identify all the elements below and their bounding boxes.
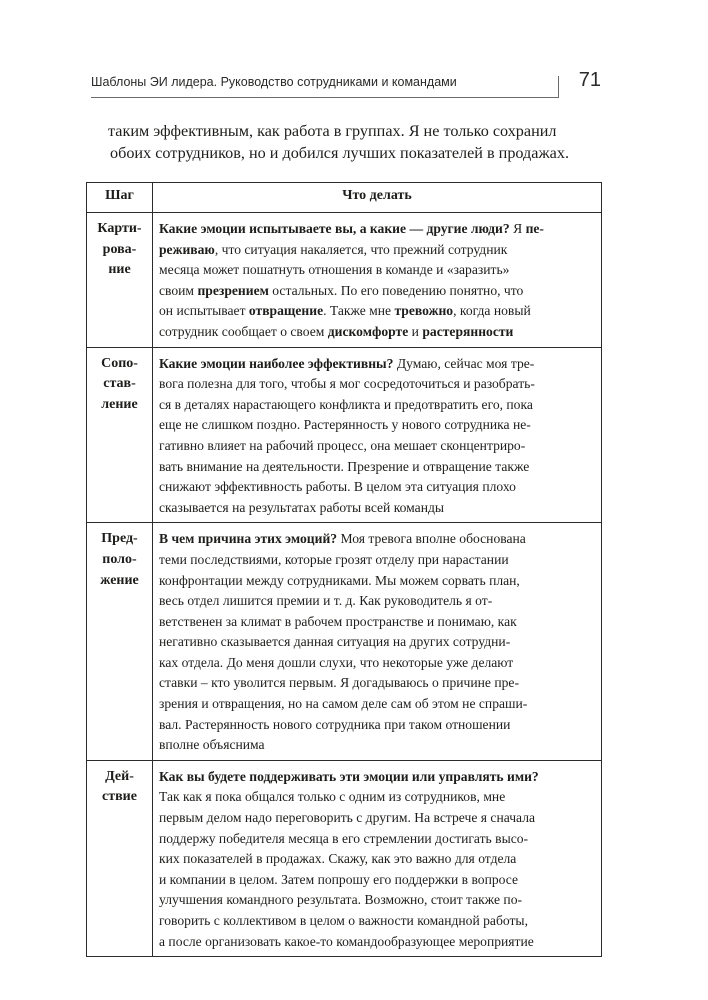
intro-line: таким эффективным, как работа в группах. Я не только сохранил — [108, 122, 557, 140]
step-name-cell — [87, 760, 153, 956]
step-name-line: жение — [100, 572, 139, 588]
step-name-line: поло- — [102, 551, 137, 567]
text-run: ветственен за климат в рабочем пространстве и понимаю, как — [159, 613, 517, 629]
text-run: Думаю, сейчас моя тре- — [393, 355, 535, 371]
text-run: поддержу победителя месяца в его стремлении достигать высо- — [159, 830, 529, 846]
intro-paragraph — [108, 120, 600, 164]
description-line — [159, 849, 597, 870]
step-description-cell — [153, 213, 602, 348]
description-line — [159, 591, 597, 612]
text-run: ся в деталях нарастающего конфликта и предотвратить его, пока — [159, 396, 533, 412]
table-row — [87, 523, 602, 761]
description-line — [159, 436, 597, 457]
description-line — [159, 529, 597, 550]
bold-text: растерянности — [422, 323, 514, 339]
step-name-line: Пред- — [101, 531, 138, 547]
description-line — [159, 571, 597, 592]
description-line — [159, 354, 597, 375]
description-line — [159, 374, 597, 395]
text-run: сказывается на результатах работы всей команды — [159, 499, 445, 515]
text-run: вать внимание на деятельности. Презрение и отвращение также — [159, 458, 530, 474]
table-row — [87, 760, 602, 956]
text-run: вполне объяснима — [159, 737, 265, 753]
text-run: своим — [159, 282, 198, 298]
bold-text: пе- — [525, 221, 544, 236]
steps-table — [86, 182, 602, 957]
text-run: снижают эффективность работы. В целом эта ситуация плохо — [159, 479, 516, 495]
text-run: первым делом надо переговорить с другим. На встрече я сначала — [159, 810, 536, 826]
description-line — [159, 808, 597, 829]
description-line — [159, 260, 597, 281]
table-header-row — [87, 183, 602, 213]
step-description-cell — [153, 347, 602, 523]
bold-text: Какие эмоции наиболее эффективны? — [159, 355, 394, 371]
description-line — [159, 870, 597, 891]
table-row — [87, 213, 602, 348]
description-line — [159, 240, 597, 261]
bold-text: дискомфорте — [327, 323, 409, 339]
description-line — [159, 632, 597, 653]
description-line — [159, 735, 597, 756]
step-name-line: став- — [103, 376, 136, 392]
step-name-line: ление — [101, 396, 138, 412]
column-header-step: Шаг — [87, 183, 153, 213]
page-number: 71 — [578, 69, 601, 91]
text-run: и компании в целом. Затем попрошу его поддержки в вопросе — [159, 871, 519, 887]
header-rule — [91, 97, 559, 98]
step-name-line: рова- — [102, 241, 137, 257]
text-run: вога полезна для того, чтобы я мог сосредоточиться и разобрать- — [159, 376, 535, 392]
intro-line: обоих сотрудников, но и добился лучших показателей в продажах. — [110, 144, 569, 162]
step-name-line: ние — [108, 262, 131, 278]
text-run: Я — [509, 221, 526, 236]
description-line — [159, 415, 597, 436]
description-line — [159, 498, 597, 519]
text-run: вал. Растерянность нового сотрудника при таком отношении — [159, 716, 511, 732]
bold-text: Как вы будете поддерживать эти эмоции или управлять ими? — [159, 768, 539, 784]
description-line — [159, 787, 597, 808]
text-run: остальных. По его поведению понятно, что — [268, 282, 524, 298]
text-run: улучшения командного результата. Возможно, стоит также по- — [159, 892, 523, 908]
text-run: еще не слишком поздно. Растерянность у нового сотрудника не- — [159, 417, 531, 433]
text-run: теми последствиями, которые грозят отделу при нарастании — [159, 551, 509, 567]
text-run: и — [408, 323, 423, 339]
description-line — [159, 673, 597, 694]
description-line — [159, 322, 597, 343]
description-line — [159, 829, 597, 850]
column-header-action: Что делать — [153, 183, 602, 213]
description-line — [159, 715, 597, 736]
running-header-title: Шаблоны ЭИ лидера. Руководство сотрудниками и командами — [91, 75, 457, 89]
step-name-cell — [87, 523, 153, 761]
step-name-cell — [87, 213, 153, 348]
bold-text: В чем причина этих эмоций? — [159, 531, 338, 547]
description-line — [159, 890, 597, 911]
steps-table-body — [87, 213, 602, 957]
description-line — [159, 281, 597, 302]
text-run: ких показателей в продажах. Скажу, как это важно для отдела — [159, 851, 517, 867]
description-line — [159, 395, 597, 416]
text-run: ках отдела. До меня дошли слухи, что некоторые уже делают — [159, 654, 514, 670]
step-name-line: Карти- — [97, 221, 142, 236]
description-line — [159, 612, 597, 633]
text-run: ставки – кто уволится первым. Я догадываюсь о причине пре- — [159, 675, 519, 691]
description-line — [159, 301, 597, 322]
text-run: негативно сказывается данная ситуация на других сотрудни- — [159, 634, 511, 650]
bold-text: презрением — [197, 282, 269, 298]
bold-text: Какие эмоции испытываете вы, а какие — другие люди? — [159, 221, 510, 236]
description-line — [159, 911, 597, 932]
text-run: весь отдел лишится премии и т. д. Как руководитель я от- — [159, 593, 493, 609]
text-run: , когда новый — [453, 303, 531, 319]
description-line — [159, 932, 597, 953]
text-run: Моя тревога вполне обоснована — [337, 531, 526, 547]
text-run: Так как я пока общался только с одним из сотрудников, мне — [159, 789, 506, 805]
step-name-line: Сопо- — [101, 355, 138, 371]
description-line — [159, 219, 597, 240]
description-line — [159, 767, 597, 788]
text-run: гативно влияет на рабочий процесс, она мешает сконцентриро- — [159, 437, 526, 453]
description-line — [159, 653, 597, 674]
text-run: сотрудник сообщает о своем — [159, 323, 328, 339]
text-run: месяца может пошатнуть отношения в команде и «заразить» — [159, 262, 510, 278]
bold-text: реживаю — [159, 241, 215, 257]
text-run: он испытывает — [159, 303, 249, 319]
running-header — [91, 66, 601, 98]
text-run: , что ситуация накаляется, что прежний сотрудник — [214, 241, 508, 257]
step-description-cell — [153, 523, 602, 761]
table-row — [87, 347, 602, 523]
step-name-line: Дей- — [105, 768, 134, 784]
text-run: . Также мне — [323, 303, 395, 319]
description-line — [159, 694, 597, 715]
step-name-line: ствие — [102, 789, 137, 805]
text-run: зрения и отвращения, но на самом деле сам об этом не спраши- — [159, 696, 528, 712]
text-run: говорить с коллективом в целом о важности командной работы, — [159, 913, 528, 928]
step-description-cell — [153, 760, 602, 956]
header-divider — [558, 76, 559, 97]
step-name-cell — [87, 347, 153, 523]
bold-text: отвращение — [248, 303, 324, 319]
text-run: а после организовать какое-то командообразующее мероприятие — [159, 933, 534, 949]
text-run: конфронтации между сотрудниками. Мы можем сорвать план, — [159, 572, 520, 588]
description-line — [159, 477, 597, 498]
description-line — [159, 457, 597, 478]
bold-text: тревожно — [394, 303, 454, 319]
description-line — [159, 550, 597, 571]
